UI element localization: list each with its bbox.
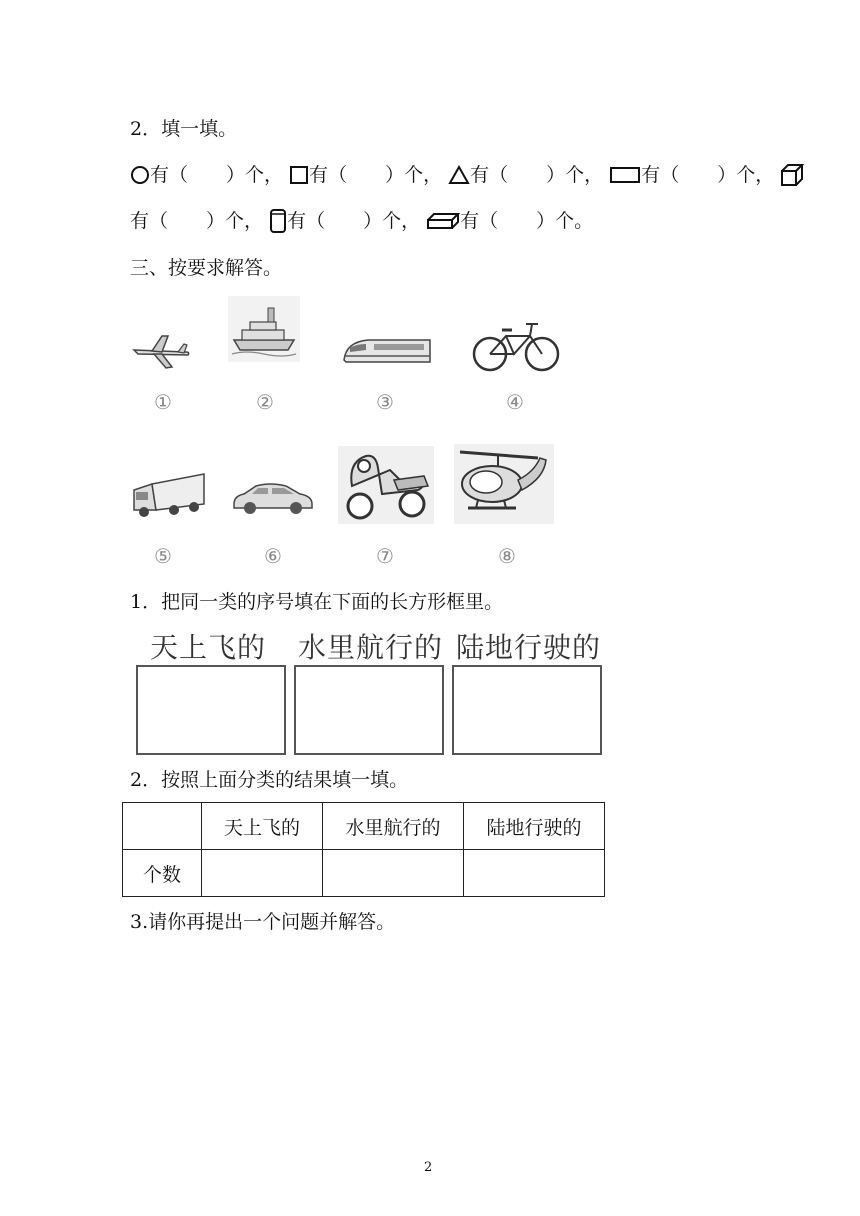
answer-box-sky[interactable] (136, 665, 286, 755)
rectangle-shape-icon (609, 165, 641, 185)
box-header-sky: 天上飞的 (150, 631, 267, 664)
item-label: ② (256, 390, 274, 414)
motorcycle-icon (338, 446, 434, 524)
table-answer-cell[interactable] (202, 850, 323, 897)
shape-count-row-2: 有（ ）个， 有（ ）个， 有（ ）个。 (130, 210, 594, 232)
table-header-row (123, 803, 605, 850)
table-header-cell: 天上飞的 (202, 803, 323, 850)
section-title-fill: 2．填一填。 (130, 118, 238, 140)
ship-icon (228, 296, 300, 362)
count-table (122, 802, 605, 897)
truck-icon (130, 470, 208, 520)
item-label: ⑤ (154, 544, 172, 568)
item-label: ⑧ (498, 544, 516, 568)
answer-box-land[interactable] (452, 665, 602, 755)
bicycle-icon (472, 318, 560, 374)
airplane-icon (130, 330, 192, 370)
table-answer-cell[interactable] (464, 850, 605, 897)
square-shape-icon (289, 165, 309, 185)
triangle-shape-icon (448, 165, 470, 185)
table-header-cell: 水里航行的 (323, 803, 464, 850)
page-number: 2 (424, 1160, 433, 1175)
train-icon (340, 330, 432, 370)
box-header-land: 陆地行驶的 (456, 631, 602, 664)
table-row (123, 850, 605, 897)
question-1: 1．把同一类的序号填在下面的长方形框里。 (130, 591, 504, 613)
cube-shape-icon (780, 163, 806, 187)
item-label: ① (154, 390, 172, 414)
item-label: ④ (506, 390, 524, 414)
table-row-label: 个数 (123, 850, 202, 897)
circle-shape-icon (130, 165, 150, 185)
item-label: ③ (376, 390, 394, 414)
section-title-answer: 三、按要求解答。 (130, 257, 283, 279)
item-label: ⑦ (376, 544, 394, 568)
car-icon (230, 476, 316, 516)
shape-count-row-1: 有（ ）个， 有（ ）个， 有（ ）个， 有（ ）个， (130, 160, 806, 189)
item-label: ⑥ (264, 544, 282, 568)
table-header-cell: 陆地行驶的 (464, 803, 605, 850)
box-header-water: 水里航行的 (298, 631, 444, 664)
cylinder-shape-icon (269, 208, 287, 234)
question-2: 2．按照上面分类的结果填一填。 (130, 769, 409, 791)
answer-box-water[interactable] (294, 665, 444, 755)
table-header-cell (123, 803, 202, 850)
cuboid-shape-icon (426, 212, 460, 230)
question-3: 3.请你再提出一个问题并解答。 (130, 911, 396, 933)
table-answer-cell[interactable] (323, 850, 464, 897)
helicopter-icon (454, 444, 554, 524)
